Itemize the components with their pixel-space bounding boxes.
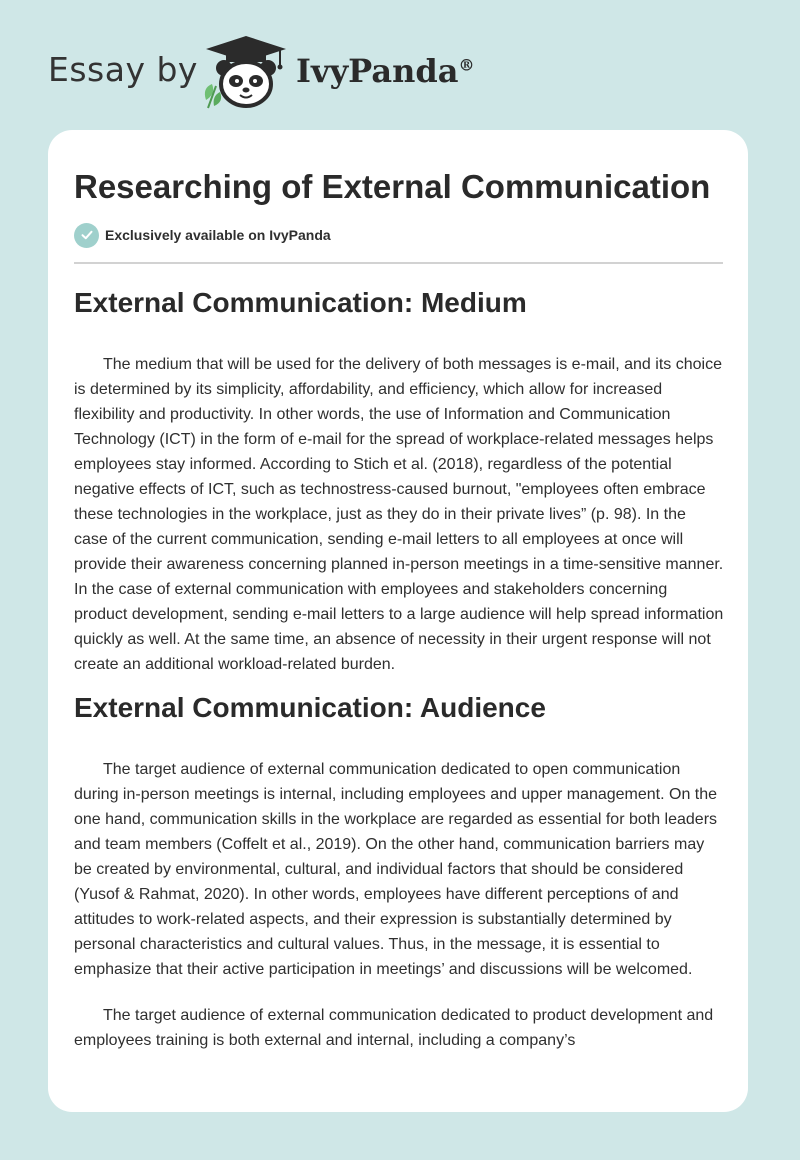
check-icon: [74, 223, 99, 248]
panda-logo-icon[interactable]: [200, 34, 292, 110]
exclusive-badge: [74, 222, 331, 248]
article-body: [74, 278, 724, 1053]
essay-card: [48, 130, 748, 1112]
title-divider: [74, 262, 723, 264]
badge-text: Exclusively available on IvyPanda: [105, 227, 331, 243]
essay-by-label: Essay by: [48, 50, 198, 89]
paragraph-medium: The medium that will be used for the delivery of both messages is e-mail, and its choice is determined by its simplicity, affordability, and efficiency, which allow for increased flexibility and productivity. In other words, the use of Information and Communication Technology (ICT) in the form of e-mail for the spread of workplace-related messages helps employees stay informed. According to Stich et al. (2018), regardless of the potential negative effects of ICT, such as technostress-caused burnout, "employees often embrace these technologies in the workplace, just as they do in their private lives” (p. 98). In the case of the current communication, sending e-mail letters to all employees at once will provide their awareness concerning planned in-person meetings in a time-sensitive manner. In the case of external communication with employees and stakeholders concerning product development, sending e-mail letters to a large audience will help spread information quickly as well. At the same time, an absence of necessity in their urgent response will not create an additional workload-related burden.: [74, 356, 724, 673]
brand-name: [296, 52, 474, 90]
brand-name-text: IvyPanda: [296, 52, 459, 90]
paragraph-audience-2: The target audience of external communication dedicated to product development and employees training is both external and internal, including a company’s: [74, 1007, 714, 1049]
paragraph-audience-1: The target audience of external communication dedicated to open communication during in-person meetings is internal, including employees and upper management. On the one hand, communication skills in the workplace are regarded as essential for both leaders and team members (Coffelt et al., 2019). On the other hand, communication barriers may be created by environmental, cultural, and individual factors that should be considered (Yusof & Rahmat, 2020). In other words, employees have different perceptions of and attitudes to work-related aspects, and their expression is substantially determined by personal characteristics and cultural values. Thus, in the message, it is essential to emphasize that their active participation in meetings’ and discussions will be welcomed.: [74, 761, 718, 978]
registered-mark: ®: [458, 55, 475, 75]
section-heading-medium: External Communication: Medium: [74, 287, 527, 318]
site-header: [0, 0, 800, 130]
section-heading-audience: External Communication: Audience: [74, 692, 546, 723]
page-title: Researching of External Communication: [74, 168, 711, 205]
